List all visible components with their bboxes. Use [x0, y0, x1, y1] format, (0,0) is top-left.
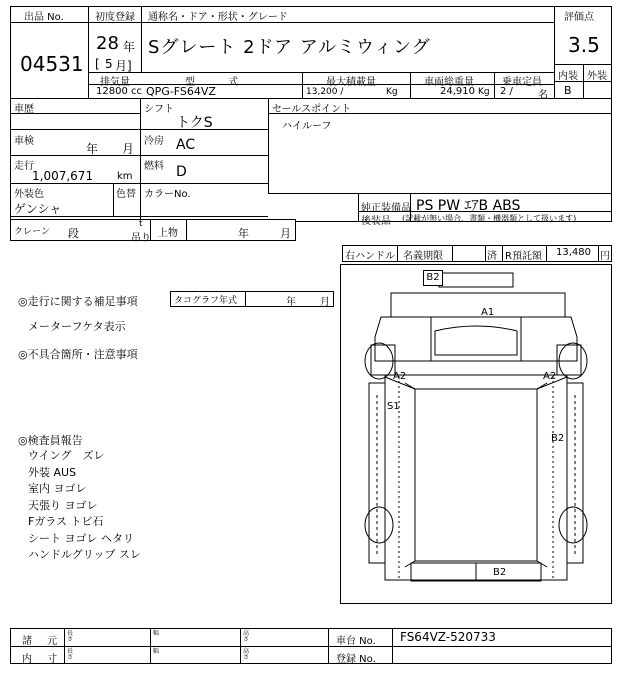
tacho-month-unit: 月 — [320, 297, 330, 308]
equipment-label: 純正装備品 — [361, 203, 411, 214]
inner-length-label: 長さ — [67, 648, 74, 661]
driving-note-title: ◎走行に関する補足事項 — [18, 295, 138, 308]
inspector-line: Fガラス トビ石 — [28, 515, 104, 528]
recycle-deposit-value: 13,480 — [556, 247, 591, 258]
inspector-line: ハンドルグリップ スレ — [28, 548, 141, 561]
recycle-unit: 円 — [600, 251, 610, 262]
mark-b2-bottom: B2 — [493, 567, 507, 578]
inspection-year-unit: 年 — [86, 142, 99, 156]
length-label: 長さ — [67, 630, 74, 643]
crane-row — [10, 219, 296, 241]
max-load-value: 13,200 / — [306, 87, 344, 97]
aftermarket-note: (記載が無い場合、書類・機器類として扱います) — [402, 214, 577, 223]
inspector-line: シート ヨゴレ ヘタリ — [28, 531, 134, 545]
recycle-label: 済 — [487, 251, 497, 262]
recycle-deposit-label: R預託額 — [505, 251, 542, 262]
ext-color-label: 外装色 — [14, 189, 44, 200]
crane-suspend-unit: 吊り — [131, 233, 151, 244]
mark-a1: A1 — [481, 307, 495, 318]
shift-value: トクS — [176, 115, 213, 131]
defects-title: ◎不具合箇所・注意事項 — [18, 348, 138, 361]
mileage-unit: km — [117, 171, 133, 182]
name-change-label: 名義期限 — [403, 251, 443, 262]
capacity-label: 乗車定員 — [502, 77, 542, 88]
ac-label: 冷房 — [144, 136, 164, 147]
gross-weight-label: 車両総重量 — [424, 77, 474, 88]
sales-point-value: ハイルーフ — [282, 121, 332, 132]
equipment-value: PS PW ｴｱB ABS — [416, 198, 521, 214]
inspector-notes — [28, 448, 141, 564]
right-hand-drive: 右ハンドル — [345, 251, 395, 262]
gross-weight-unit: Kg — [478, 87, 490, 97]
lot-number: 04531 — [20, 52, 84, 76]
height-label: 高さ — [243, 630, 250, 643]
topload-month-unit: 月 — [280, 227, 291, 240]
displacement-label: 排気量 — [100, 77, 130, 88]
registration-label: 登録 No. — [336, 654, 376, 665]
aftermarket-label: 後装品 — [361, 216, 391, 227]
first-reg-month: 5 — [105, 57, 113, 71]
exterior-label: 外装 — [587, 71, 607, 82]
mark-a2-right: A2 — [543, 371, 557, 382]
sales-point-label: セールスポイント — [272, 104, 352, 115]
damage-diagram — [340, 264, 612, 604]
gross-weight-value: 24,910 — [440, 86, 475, 97]
capacity-value: 2 / — [500, 86, 513, 97]
first-reg-label: 初度登録 — [95, 12, 135, 23]
color-code-label: カラーNo. — [144, 189, 191, 200]
displacement-value: 12800 — [96, 86, 128, 97]
crane-label: クレーン — [14, 227, 50, 237]
chassis-label: 車台 No. — [336, 636, 376, 647]
inspector-title: ◎検査員報告 — [18, 434, 83, 447]
driving-note-text: メーターフケタ表示 — [28, 320, 126, 333]
score-value: 3.5 — [568, 33, 600, 57]
type-label: 型 式 — [185, 77, 239, 88]
displacement-unit: cc — [131, 86, 142, 97]
lot-no-label: 出品 No. — [24, 12, 64, 23]
max-load-unit: Kg — [386, 87, 398, 97]
tacho-year-unit: 年 — [286, 297, 296, 308]
mark-b2-top: B2 — [423, 270, 443, 286]
mileage-value: 1,007,671 — [32, 169, 94, 183]
type-code: QPG-FS64VZ — [146, 85, 216, 98]
inner-width-label: 幅 — [153, 648, 160, 655]
width-label: 幅 — [153, 630, 160, 637]
fuel-value: D — [176, 164, 187, 180]
inspection-label: 車検 — [14, 136, 34, 147]
mark-s1: S1 — [387, 401, 400, 412]
spec-label: 諸 元 — [22, 636, 58, 647]
truck-outline-icon — [341, 265, 611, 603]
crane-t-unit: t — [139, 219, 143, 229]
ac-value: AC — [176, 137, 196, 153]
inspector-line: 室内 ヨゴレ — [28, 482, 87, 495]
topload-year-unit: 年 — [238, 227, 249, 240]
history-label: 車歴 — [14, 104, 34, 115]
topload-label: 上物 — [158, 228, 178, 239]
ext-color-value: ゲンシャ — [14, 202, 62, 216]
color-change-label: 色替 — [116, 189, 136, 200]
inspector-line: 外装 AUS — [28, 465, 77, 479]
score-label: 評価点 — [564, 12, 594, 23]
mileage-label: 走行 — [14, 161, 34, 172]
inspector-line: ウイング ズレ — [28, 449, 105, 462]
tacho-label: タコグラフ年式 — [174, 296, 238, 306]
interior-grade: B — [564, 84, 572, 97]
interior-label: 内装 — [558, 71, 578, 82]
fuel-label: 燃料 — [144, 161, 164, 172]
mark-a2-left: A2 — [393, 371, 407, 382]
month-open: [ — [95, 57, 100, 71]
inspection-month-unit: 月 — [122, 142, 135, 156]
max-load-label: 最大積載量 — [326, 77, 376, 88]
crane-stage-unit: 段 — [68, 227, 79, 240]
capacity-unit: 名 — [538, 90, 548, 101]
year-unit: 年 — [123, 40, 136, 54]
model-label: 通称名・ドア・形状・グレード — [148, 12, 288, 23]
month-unit: 月] — [115, 59, 132, 73]
inspector-line: 天張り ヨゴレ — [28, 498, 98, 512]
shift-label: シフト — [144, 104, 174, 115]
model-name: Sグレート 2ドア アルミウィング — [148, 37, 431, 58]
mark-b2-right: B2 — [551, 433, 565, 444]
inner-height-label: 高さ — [243, 648, 250, 661]
first-reg-year: 28 — [96, 33, 119, 54]
chassis-number: FS64VZ-520733 — [400, 630, 496, 644]
inner-size-label: 内 寸 — [22, 654, 58, 665]
